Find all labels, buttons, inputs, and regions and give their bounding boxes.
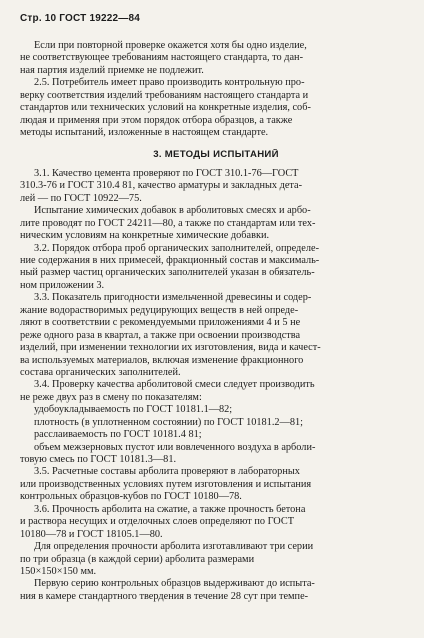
text-line: ный размер частиц органических заполнителей указан в обязатель- xyxy=(20,267,315,279)
text-line: ния в камере стандартного твердения в течение 28 сут при темпе- xyxy=(20,590,309,602)
text-line: методы испытаний, изложенные в настоящем стандарте. xyxy=(20,127,269,139)
text-line: ние содержания в них примесей, фракционный состав и максималь- xyxy=(20,255,320,266)
text-line: 3.6. Прочность арболита на сжатие, а также прочность бетона xyxy=(34,503,306,515)
text-line: Если при повторной проверке окажется хотя бы одно изделие, xyxy=(34,40,307,51)
text-line: 3.2. Порядок отбора проб органических заполнителей, определе- xyxy=(34,242,319,254)
text-line: 3.5. Расчетные составы арболита проверяют в лабораторных xyxy=(34,466,300,478)
text-line: ная партия изделий приемке не подлежит. xyxy=(20,64,204,76)
text-line: объем межзерновых пустот или вовлеченного воздуха в арболи- xyxy=(34,441,316,453)
text-line: людая и применяя при этом порядок отбора образцов, а также xyxy=(20,114,293,126)
text-line: 10180—78 и ГОСТ 18105.1—80. xyxy=(20,528,163,540)
text-line: товую смесь по ГОСТ 10181.3—81. xyxy=(20,454,177,465)
text-line: Первую серию контрольных образцов выдерживают до испыта- xyxy=(34,578,315,590)
text-line: стандартов или технических условий на конкретные изделия, соб- xyxy=(20,102,311,114)
text-line: плотность (в уплотненном состоянии) по ГОСТ 10181.2—81; xyxy=(34,416,304,428)
text-line: или производственных условиях путем изготовления и испытания xyxy=(20,478,312,490)
text-line: ва используемых материалов, включая изменение фракционного xyxy=(20,354,304,366)
text-line: Для определения прочности арболита изготавливают три серии xyxy=(34,541,314,553)
text-line: контрольных образцов-кубов по ГОСТ 10180—78. xyxy=(20,491,242,503)
text-line: 3.4. Проверку качества арболитовой смеси следует производить xyxy=(34,379,315,391)
text-line: 3.3. Показатель пригодности измельченной древесины и содер- xyxy=(34,292,312,304)
text-line: ляют в соответствии с рекомендуемыми приложениями 4 и 5 не xyxy=(20,317,301,329)
text-line: верку соответствия изделий требованиям настоящего стандарта и xyxy=(20,89,309,101)
text-line: по три образца (в каждой серии) арболита размерами xyxy=(20,553,255,565)
document-body xyxy=(20,40,412,603)
text-line: жание водорастворимых редуцирующих веществ в ней опреде- xyxy=(20,304,299,316)
text-line: и раствора несущих и отделочных слоев определяют по ГОСТ xyxy=(20,516,295,528)
text-line: лите проводят по ГОСТ 24211—80, а также по стандартам или тех- xyxy=(20,217,316,229)
text-line: Испытание химических добавок в арболитовых смесях и арбо- xyxy=(34,205,311,217)
page-header: Стр. 10 ГОСТ 19222—84 xyxy=(20,13,140,24)
section-heading: 3. МЕТОДЫ ИСПЫТАНИЙ xyxy=(153,148,279,160)
text-line: расслаиваемость по ГОСТ 10181.4 81; xyxy=(34,429,202,441)
text-line: реже одного раза в квартал, а также при освоении производства xyxy=(20,329,301,341)
text-line: лей — по ГОСТ 10922—75. xyxy=(20,192,142,204)
text-line: ном приложении 3. xyxy=(20,279,105,291)
text-line: не соответствующее требованиям настоящего стандарта, то дан- xyxy=(20,52,303,64)
text-line: 2.5. Потребитель имеет право производить контрольную про- xyxy=(34,77,305,89)
text-line: состава органических заполнителей. xyxy=(20,366,181,378)
text-line: удобоукладываемость по ГОСТ 10181.1—82; xyxy=(34,404,233,416)
text-line: ническим условиям на конкретные химические добавки. xyxy=(20,230,270,242)
text-line: 3.1. Качество цемента проверяют по ГОСТ 310.1-76—ГОСТ xyxy=(34,167,299,179)
text-line: не реже двух раз в смену по показателям: xyxy=(20,391,202,403)
text-line: 310.3-76 и ГОСТ 310.4 81, качество арматуры и закладных дета- xyxy=(20,180,303,192)
text-line: 150×150×150 мм. xyxy=(20,565,97,577)
text-line: изделий, при изменении технологии их изготовления, вида и качест- xyxy=(20,342,321,354)
